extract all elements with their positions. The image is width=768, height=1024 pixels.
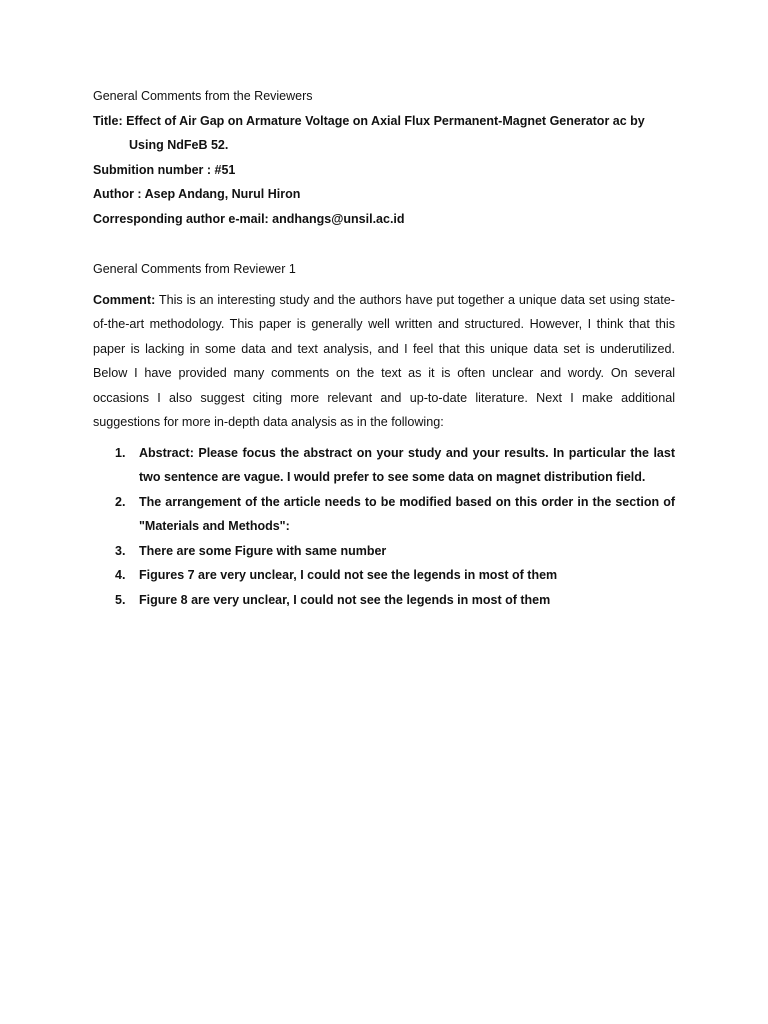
- list-item-text: Abstract: Please focus the abstract on your study and your results. In particular the last two sentence are vague. I would prefer to see some data on magnet distribution field.: [139, 445, 675, 484]
- list-item: [93, 490, 675, 539]
- list-item-text: Figures 7 are very unclear, I could not see the legends in most of them: [139, 568, 558, 582]
- list-item-number: 4.: [115, 568, 126, 582]
- document-page: [93, 84, 675, 612]
- title-label: Title:: [93, 113, 123, 128]
- list-item-number: 5.: [115, 592, 126, 607]
- list-item-number: 2.: [115, 494, 126, 509]
- corresponding-email: Corresponding author e-mail: andhangs@unsil.ac.id: [93, 211, 405, 226]
- list-item: [93, 563, 675, 588]
- list-item-text: The arrangement of the article needs to be modified based on this order in the section of "Materials and Methods":: [139, 494, 675, 533]
- reviewers-heading: General Comments from the Reviewers: [93, 89, 313, 103]
- title-text: Effect of Air Gap on Armature Voltage on Axial Flux Permanent-Magnet Generator ac by Using NdFeB 52.: [126, 113, 645, 152]
- author-line: Author : Asep Andang, Nurul Hiron: [93, 187, 301, 201]
- submission-number: Submition number : #51: [93, 162, 236, 177]
- list-item: [93, 441, 675, 490]
- list-item: [93, 539, 675, 564]
- paper-title: [93, 109, 675, 158]
- issue-list: [93, 441, 675, 613]
- list-item-number: 1.: [115, 445, 126, 460]
- list-item-text: There are some Figure with same number: [139, 543, 387, 558]
- comment-label: Comment:: [93, 292, 156, 307]
- section-spacer: [93, 231, 675, 257]
- comment-text: This is an interesting study and the authors have put together a unique data set using state-of-the-art methodology. This paper is generally well written and structured. However, I think that this paper is lacking in some data and text analysis, and I feel that this unique data set is underutilized. Below I have provided many comments on the text as it is often unclear and wordy. On several occasions I also suggest citing more relevant and up-to-date literature. Next I make additional suggestions for more in-depth data analysis as in the following:: [93, 292, 676, 429]
- list-item: [93, 588, 675, 613]
- reviewer1-comment: [93, 288, 675, 435]
- list-item-number: 3.: [115, 543, 126, 558]
- reviewer1-heading: General Comments from Reviewer 1: [93, 262, 296, 276]
- list-item-text: Figure 8 are very unclear, I could not see the legends in most of them: [139, 592, 551, 607]
